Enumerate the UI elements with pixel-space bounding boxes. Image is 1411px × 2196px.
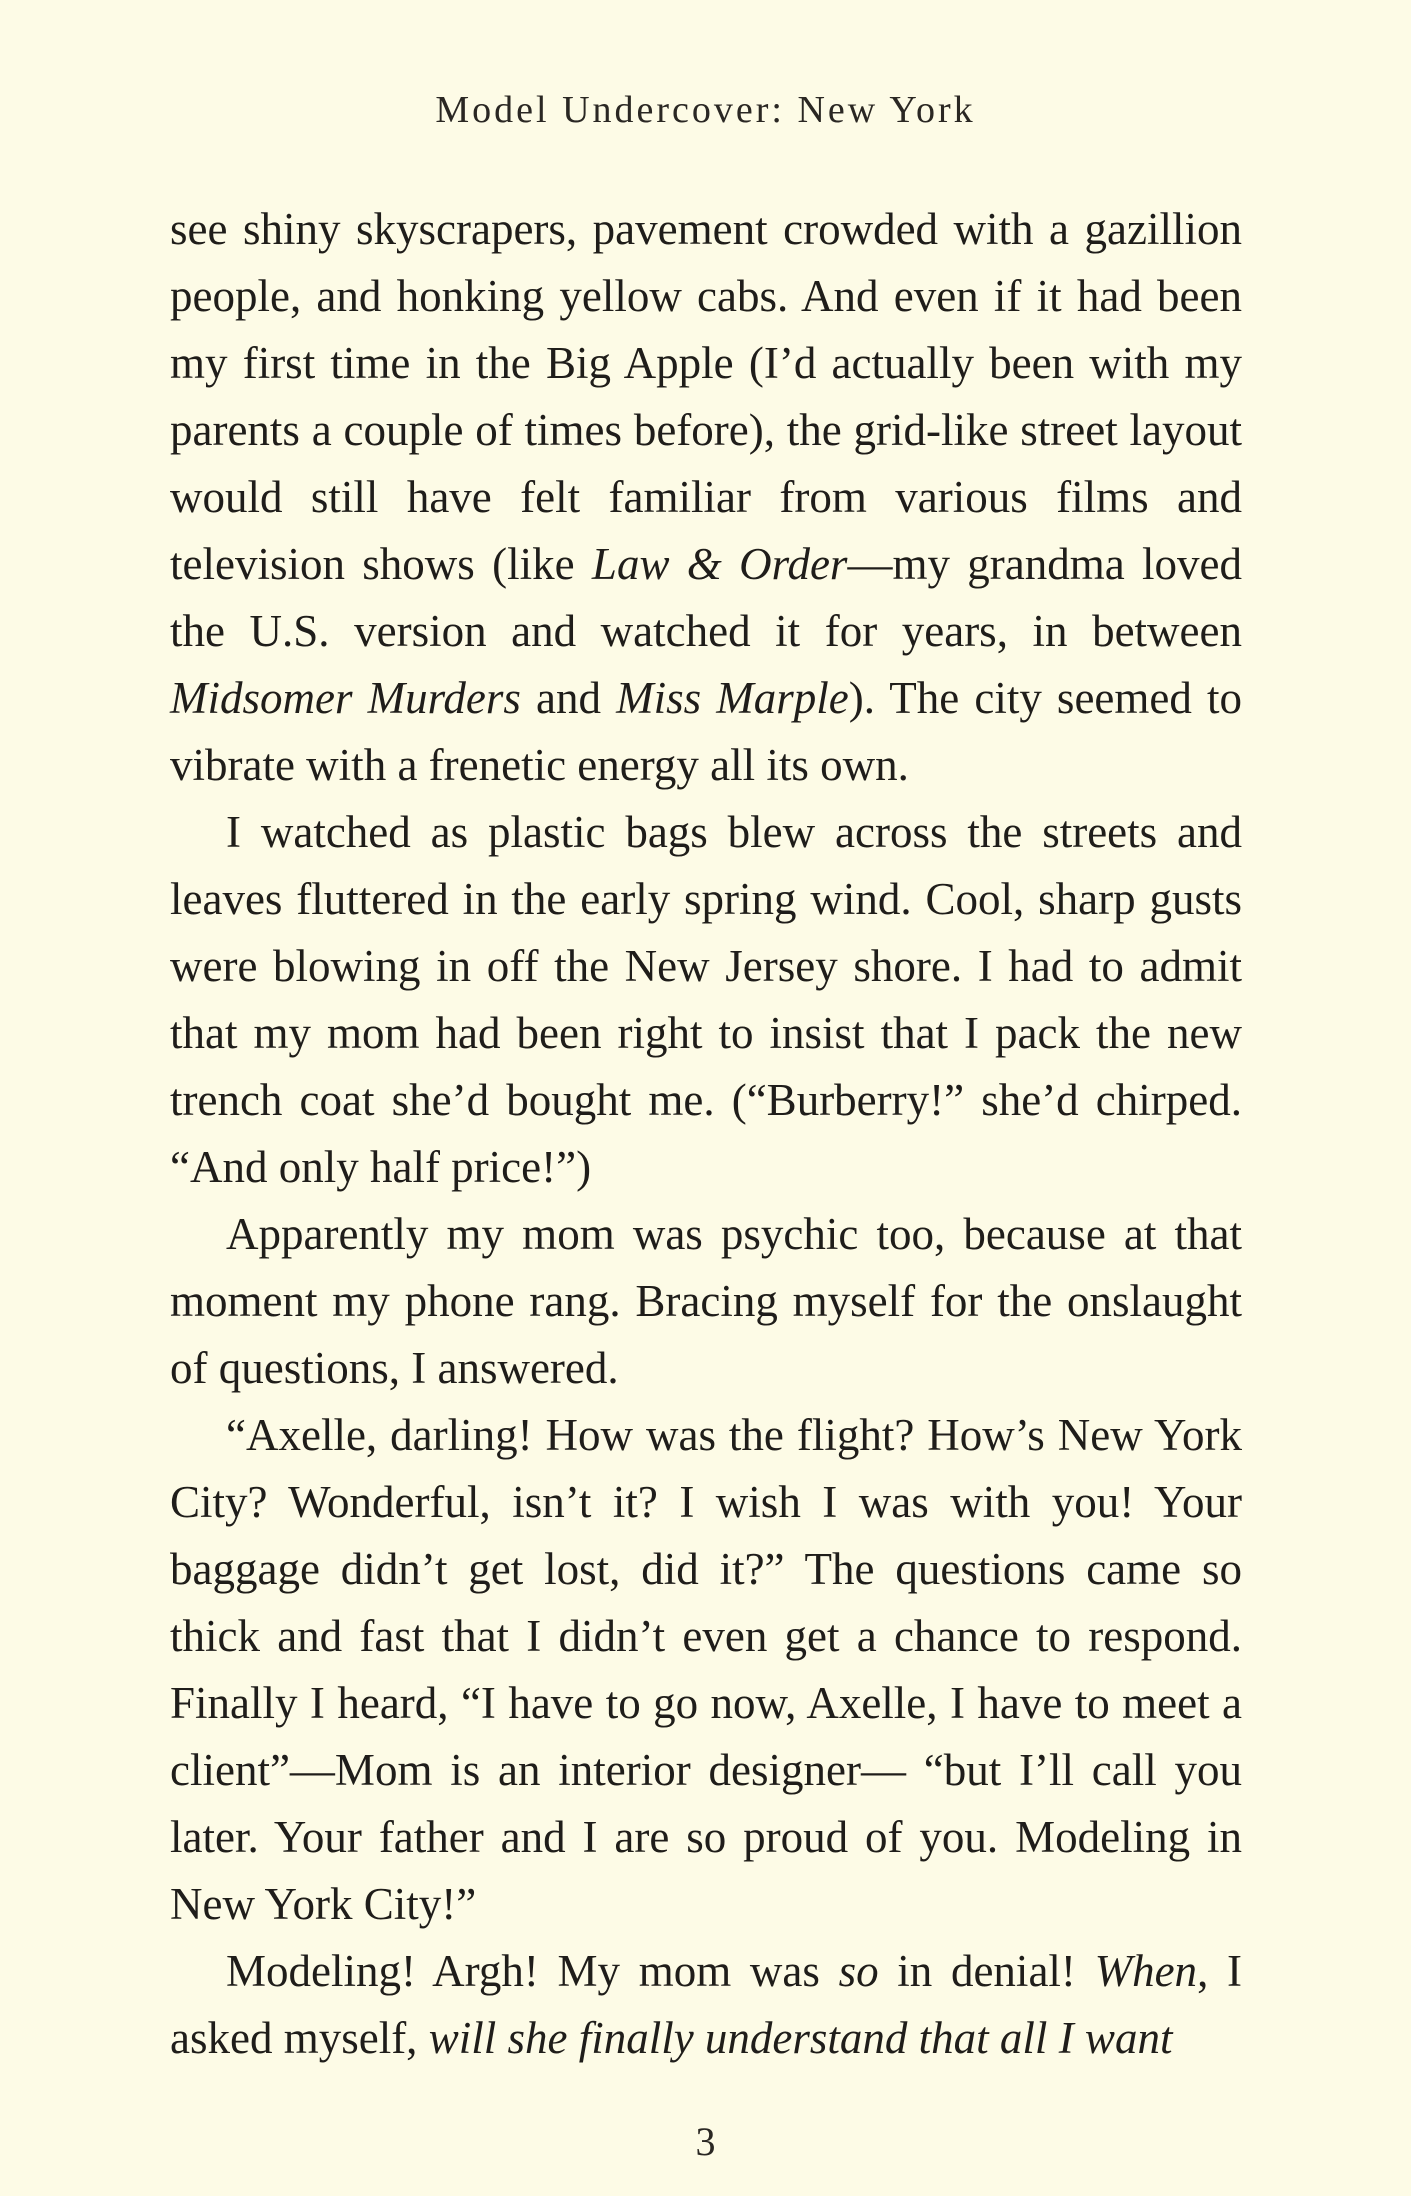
paragraph	[170, 1201, 1242, 1402]
text-run: ). The city seemed to vibrate with a frenetic energy all its own.	[170, 673, 1242, 790]
italic-text: When	[1094, 1946, 1198, 1996]
text-run: , I asked myself,	[170, 1946, 1242, 2063]
paragraph	[170, 1402, 1242, 1938]
paragraph	[170, 799, 1242, 1201]
text-run: Apparently my mom was psychic too, because at that moment my phone rang. Bracing myself for the onslaught of questions, I answered.	[170, 1209, 1242, 1393]
italic-text: will she finally understand that all I want	[428, 2013, 1173, 2063]
text-run: in denial!	[878, 1946, 1095, 1996]
page-number: 3	[695, 2119, 716, 2164]
text-run: and	[520, 673, 617, 723]
text-run: “Axelle, darling! How was the flight? How’s New York City? Wonderful, isn’t it? I wish I was with you! Your baggage didn’t get lost, did it?” The questions came so thick and fast that I didn’t even get a chance to respond. Finally I heard, “I have to go now, Axelle, I have to meet a client”—Mom is an interior designer— “but I’ll call you later. Your father and I are so proud of you. Modeling in New York City!”	[170, 1410, 1242, 1929]
italic-text: Law & Order	[591, 539, 848, 589]
text-run: see shiny skyscrapers, pavement crowded with a gazillion people, and honking yellow cabs. And even if it had been my first time in the Big Apple (I’d actually been with my parents a couple of times before), the grid-like street layout would still have felt familiar from various films and television shows (like	[170, 204, 1242, 589]
text-run: —my grandma loved the U.S. version and watched it for years, in between	[170, 539, 1242, 656]
italic-text: Miss Marple	[616, 673, 849, 723]
paragraph	[170, 196, 1242, 799]
paragraph	[170, 1938, 1242, 2072]
italic-text: so	[838, 1946, 879, 1996]
italic-text: Midsomer Murders	[170, 673, 521, 723]
body-text	[170, 196, 1242, 2072]
text-run: I watched as plastic bags blew across the streets and leaves fluttered in the early spring wind. Cool, sharp gusts were blowing in off the New Jersey shore. I had to admit that my mom had been right to insist that I pack the new trench coat she’d bought me. (“Burberry!” she’d chirped. “And only half price!”)	[170, 807, 1242, 1192]
text-run: Modeling! Argh! My mom was	[226, 1946, 839, 1996]
running-header: Model Undercover: New York	[435, 89, 976, 131]
